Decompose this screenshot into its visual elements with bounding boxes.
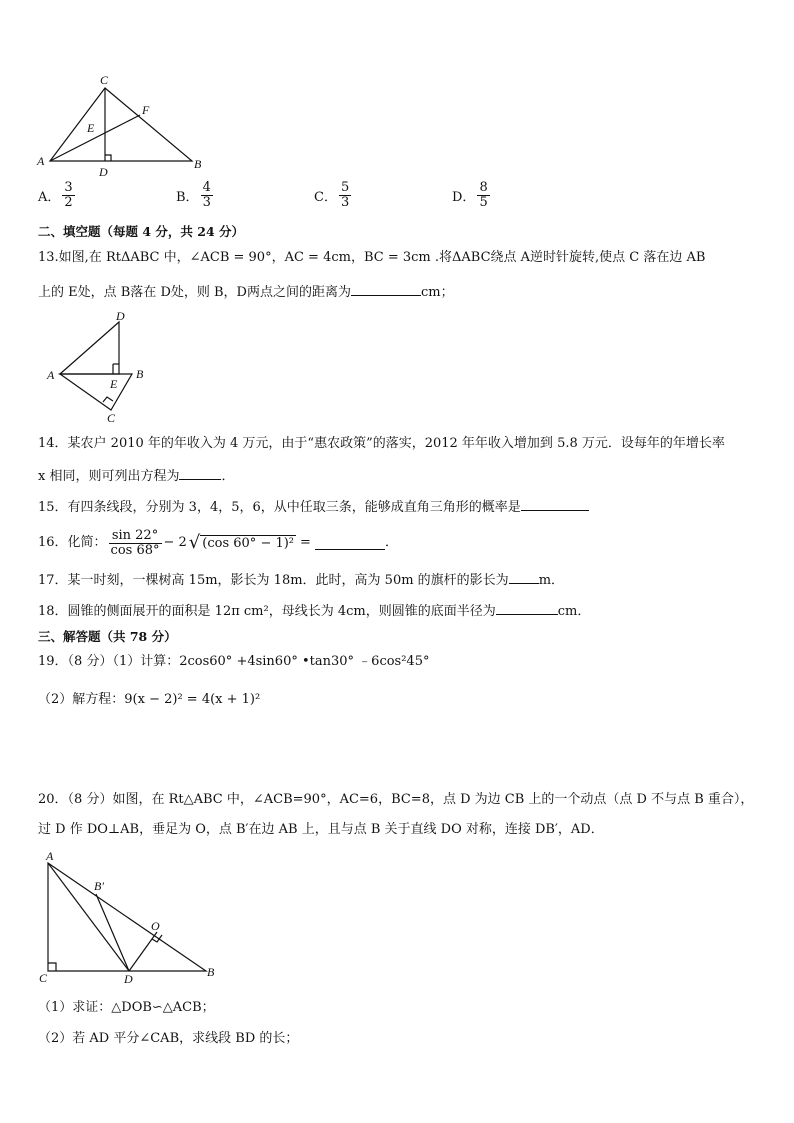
q17: 17．某一时刻，一棵树高 15m，影长为 18m．此时，高为 50m 的旗杆的影长为 m． <box>38 570 564 591</box>
q13-line1: 13.如图,在 RtΔABC 中，∠ACB = 90°，AC = 4cm，BC = 3cm .将ΔABC绕点 A逆时针旋转,使点 C 落在边 AB <box>38 250 706 265</box>
q14-answer-blank[interactable] <box>179 466 221 480</box>
q19-part1: 19．（8 分）（1）计算：2cos60° +4sin60° •tan30° ﹣6cos²45° <box>38 654 430 669</box>
label-F: F <box>142 103 150 117</box>
q16-fraction: $\frac{\sin 22^\circ}{\cos 68^\circ}$ <box>110 527 160 558</box>
option-b[interactable]: B． $\frac{4}{3}$ <box>176 180 211 210</box>
label-B: B <box>194 157 202 171</box>
q15-answer-blank[interactable] <box>521 497 589 511</box>
label-B: B <box>136 367 144 381</box>
q20-line1: 20．（8 分）如图，在 Rt△ABC 中，∠ACB=90°，AC=6，BC=8，点 D 为边 CB 上的一个动点（点 D 不与点 B 重合）， <box>38 792 754 807</box>
figure-triangle-top <box>34 72 214 182</box>
q18: 18．圆锥的侧面展开的面积是 12π cm²，母线长为 4cm，则圆锥的底面半径为 cm． <box>38 601 590 622</box>
q20-sub2: （2）若 AD 平分∠CAB，求线段 BD 的长； <box>38 1031 299 1046</box>
q16: 16．化简： $\frac{\sin 22^\circ}{\cos 68^\circ}$ − 2 √ (cos 60° − 1)² = ． <box>38 527 398 558</box>
label-A: A <box>37 154 45 168</box>
label-O: O <box>151 919 160 933</box>
label-E: E <box>87 121 95 135</box>
label-A: A <box>46 850 54 863</box>
label-D: D <box>124 972 133 985</box>
label-C: C <box>39 971 48 985</box>
q16-answer-blank[interactable] <box>315 536 385 550</box>
q17-answer-blank[interactable] <box>509 570 539 584</box>
figure-q20 <box>36 850 226 985</box>
figure-q13 <box>44 310 164 425</box>
q15: 15．有四条线段，分别为 3，4，5，6，从中任取三条，能够成直角三角形的概率是 <box>38 497 589 518</box>
option-d-fraction: $\frac{8}{5}$ <box>479 180 488 210</box>
q19-part2: （2）解方程：9(x − 2)² = 4(x + 1)² <box>38 692 261 707</box>
label-B-prime: B′ <box>94 879 104 893</box>
option-d[interactable]: D． $\frac{8}{5}$ <box>452 180 488 210</box>
section-heading-fill-in: 二、填空题（每题 4 分，共 24 分） <box>38 224 245 239</box>
option-a[interactable]: A． $\frac{3}{2}$ <box>38 180 73 210</box>
q13-line2: 上的 E处，点 B落在 D处，则 B，D两点之间的距离为 cm； <box>38 282 454 303</box>
label-C: C <box>107 411 116 425</box>
label-C: C <box>100 73 109 87</box>
label-A: A <box>47 368 55 382</box>
label-D: D <box>116 310 125 323</box>
label-B: B <box>207 965 215 979</box>
q20-line2: 过 D 作 DO⊥AB，垂足为 O，点 B′在边 AB 上，且与点 B 关于直线 DO 对称，连接 DB′，AD． <box>38 822 604 837</box>
option-c-fraction: $\frac{5}{3}$ <box>340 180 350 210</box>
option-c[interactable]: C． $\frac{5}{3}$ <box>314 180 350 210</box>
option-b-fraction: $\frac{4}{3}$ <box>202 180 211 210</box>
q18-answer-blank[interactable] <box>496 601 558 615</box>
q14-line2: x 相同，则可列出方程为 ． <box>38 466 234 487</box>
label-D: D <box>99 165 108 179</box>
q20-sub1: （1）求证：△DOB∽△ACB； <box>38 1000 215 1015</box>
q13-answer-blank[interactable] <box>351 282 421 296</box>
q14-line1: 14．某农户 2010 年的年收入为 4 万元，由于“惠农政策”的落实，2012 年年收入增加到 5.8 万元．设每年的年增长率 <box>38 436 725 451</box>
option-a-fraction: $\frac{3}{2}$ <box>64 180 73 210</box>
section-heading-solve: 三、解答题（共 78 分） <box>38 629 177 644</box>
label-E: E <box>110 377 118 391</box>
